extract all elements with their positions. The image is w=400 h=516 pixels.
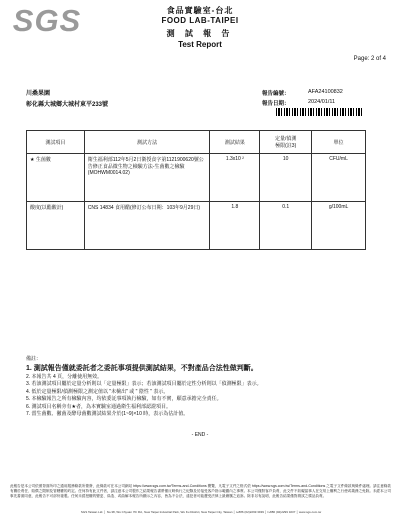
report-date-value: 2024/01/11: [308, 99, 336, 105]
report-no-value: AFA24100832: [308, 89, 343, 95]
row-result: 1.3x10 ²: [210, 154, 260, 202]
remark-item: 7. 當生菌數、黴菌及酵母菌數測試結果介於(1~9)×10 時，表示為估計值。: [26, 411, 189, 417]
report-date-label: 報告日期：: [262, 101, 290, 107]
row-method: 衛生福利部112年5月2日衛授食字第1121900620號公告修正食品微生物之檢驗方法-生菌數之檢驗(MOHWM0014.02): [84, 154, 210, 202]
report-title-en: Test Report: [178, 40, 222, 49]
table-header-row: [27, 131, 366, 154]
customer-address: 彰化縣大城鄉大城村東平233號: [26, 102, 109, 108]
header-unit: 單位: [312, 131, 366, 154]
results-table: [26, 130, 366, 250]
report-barcode: [276, 108, 364, 116]
end-marker: - END -: [191, 432, 209, 438]
header-test-result: 測試結果: [210, 131, 260, 154]
page-number: Page: 2 of 4: [353, 56, 386, 62]
table-row: [27, 154, 366, 202]
report-title-zh: 測 試 報 告: [166, 29, 234, 38]
row-result: 1.8: [210, 202, 260, 250]
row-unit: g/100mL: [312, 202, 366, 250]
remark-item: 4. 低於定量極限/偵測極限之測定值以 "未檢出" 或 " 陰性 " 表示。: [26, 388, 169, 395]
remarks-label: 備註：: [26, 356, 42, 362]
customer-name: 川桑果園: [26, 91, 51, 97]
row-limit: 10: [260, 154, 312, 202]
row-item: ★ 生菌數: [27, 154, 85, 202]
lab-name-zh: 食品實驗室-台北: [166, 6, 234, 15]
remark-item: 3. 若該測試項目屬於定量分析則以「定量極限」表示；若該測試項目屬於定性分析則以「偵測極限」表示。: [26, 381, 262, 387]
footer-disclaimer: 此報告是本公司依照背面所印之通用服務條款所簽發，此條款可在本公司網站 https://www.sgs.com.tw/Terms-and-Conditions 閱覽，凡電子文件之格式依 https://www.sgs.com.tw/Terms-and-Conditions 之電子文件條款與條件處理。請注意條款有關於責任、賠償之限制及管轄權的約定。任何持有此文件者，請注意本公司製作之結果報告書將僅反映執行之紀錄及於接受客戶指示範圍內之事實。本公司僅對客戶負責，此文件不妨礙當事人在交易上權利之行使或義務之免除。未經本公司事先書面同意，此報告不可部份複製。任何未經授權的變更、偽造、或曲解本報告所顯示之內容，皆為不合法，違犯者可能遭受法律上最嚴厲之追訴。除非另有說明，此報告結果僅對測試之樣品負責。: [10, 484, 391, 498]
remark-item: 5. 本檢驗報告之所有檢驗內容，均依委託事項執行檢驗，如有不實，願意承擔完全責任。: [26, 396, 222, 402]
header-test-method: 測試方法: [84, 131, 210, 154]
report-no-label: 報告編號：: [262, 91, 290, 97]
remark-item: 6. 測試項目名稱旁有★者，為本實驗室通過衛生福利部認證項目。: [26, 403, 172, 410]
lab-name-en: FOOD LAB-TAIPEI: [161, 16, 239, 25]
header-detection-limit: 定量/偵測 極限(註3): [260, 131, 312, 154]
row-method: CNS 14834 食用醋(修訂公布日期：103年9月29日): [84, 202, 210, 250]
remarks-section: [26, 356, 262, 419]
table-row: [27, 202, 366, 250]
remark-item: 1. 測試報告僅就委託者之委託事項提供測試結果，不對產品合法性做判斷。: [26, 364, 258, 372]
footer-company-info: SGS Taiwan Ltd. │ No.38, Wu Chyuan 7th Rd., New Taipei Industrial Park, Wu Ku District, New Taipei City, Taiwan │ t+886 (02)2299 3939 │ f+886 (02)2299 3237 │ www.sgs.com.tw: [80, 510, 322, 514]
header-test-item: 測試項目: [27, 131, 85, 154]
sgs-logo: SGS: [12, 3, 82, 38]
remark-item: 2. 本報告共 4 頁，分離使用無效。: [26, 373, 103, 380]
row-limit: 0.1: [260, 202, 312, 250]
row-unit: CFU/mL: [312, 154, 366, 202]
row-item: 酸度(以酯酸計): [27, 202, 85, 250]
